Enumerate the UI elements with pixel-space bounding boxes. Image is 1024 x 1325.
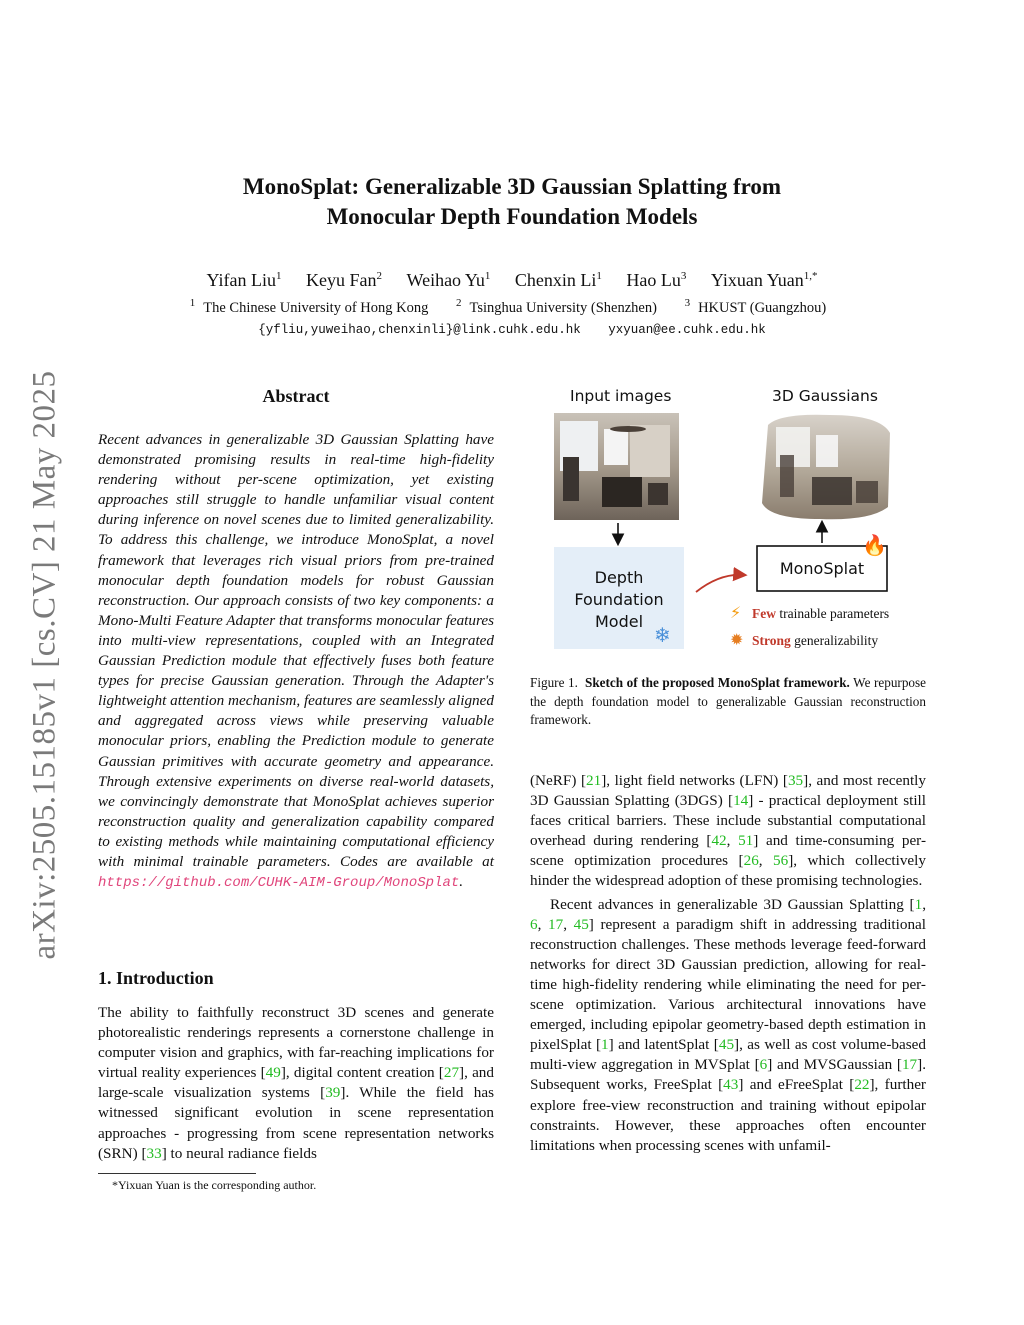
author: Yixuan Yuan$^{1,*}$	[710, 270, 818, 290]
citation-link[interactable]: 22	[854, 1076, 870, 1094]
snowflake-icon: ❄	[654, 623, 671, 647]
citation-link[interactable]: 17	[548, 915, 564, 933]
email: {yfliu,yuweihao,chenxinli}@link.cuhk.edu.hk	[258, 323, 581, 337]
affiliation: $^1$ The Chinese University of Hong Kong	[189, 297, 429, 316]
fire-icon: 🔥	[862, 533, 887, 557]
citation-link[interactable]: 56	[773, 852, 789, 870]
lightning-icon: ⚡	[730, 603, 742, 622]
emails	[120, 323, 904, 337]
citation-link[interactable]: 51	[738, 832, 754, 850]
author: Keyu Fan$^2$	[306, 270, 383, 290]
citation-link[interactable]: 6	[530, 915, 538, 933]
citation-link[interactable]: 33	[146, 1144, 162, 1162]
paper-title	[120, 172, 904, 232]
input-image	[554, 413, 679, 520]
citation-link[interactable]: 49	[265, 1064, 281, 1082]
citation-link[interactable]: 14	[733, 792, 749, 810]
gaussians-label: 3D Gaussians	[772, 387, 878, 405]
generalizability-text: Strong generalizability	[752, 633, 879, 648]
citation-link[interactable]: 1	[914, 895, 923, 913]
transfer-arrow	[696, 575, 744, 592]
paragraph: Recent advances in generalizable 3D Gaussian Splatting [1, 6, 17, 45] represent a paradigm shift in addressing traditional reconstruction challenges. These methods leverage feed-forward networks for direct 3D Gaussian prediction, allowing for real-time high-fidelity rendering while eliminating the need for per-scene optimization. Various architectural innovations have emerged, including epipolar geometry-based depth estimation in pixelSplat [1] and latentSplat [45], as well as cost volume-based multi-view aggregation in MVSplat [6] and MVSGaussian [17]. Subsequent works, FreeSplat [43] and eFreeSplat [22], further explore free-view reconstruction and training without epipolar constraints. However, these approaches often encounter limitations when processing scenes with unfamil-	[530, 895, 927, 1154]
title-line-2: Monocular Depth Foundation Models	[326, 204, 698, 229]
few-params-text: Few trainable parameters	[752, 606, 890, 621]
citation-link[interactable]: 42	[711, 832, 727, 850]
author-list	[120, 270, 904, 291]
depth-model-label: Depth Foundation Model	[574, 568, 664, 631]
citation-link[interactable]: 35	[787, 772, 804, 789]
intro-paragraph: The ability to faithfully reconstruct 3D scenes and generate photorealistic renderings represents a cornerstone challenge in computer vision and graphics, with far-reaching implications for virtual reality experiences [49], digital content creation [27], and large-scale visualization systems [39]. While the field has witnessed significant evolution in scene representation approaches - progressing from scene representation networks (SRN) [33] to neural radiance fields	[98, 1004, 494, 1162]
citation-link[interactable]: 26	[743, 852, 759, 870]
arxiv-sidebar-stamp: arXiv:2505.15185v1 [cs.CV] 21 May 2025	[26, 370, 63, 960]
code-link[interactable]: https://github.com/CUHK-AIM-Group/MonoSplat	[98, 875, 460, 892]
monosplat-label: MonoSplat	[779, 559, 865, 578]
citation-link[interactable]: 27	[443, 1064, 460, 1082]
citation-link[interactable]: 45	[573, 915, 589, 933]
footnote-rule	[98, 1173, 256, 1174]
title-line-1: MonoSplat: Generalizable 3D Gaussian Splatting from	[242, 174, 782, 199]
citation-link[interactable]: 17	[901, 1056, 918, 1074]
author: Yifan Liu$^1$	[206, 270, 282, 290]
author: Hao Lu$^3$	[626, 270, 687, 290]
figure-1	[530, 385, 926, 665]
affiliation: $^3$ HKUST (Guangzhou)	[684, 297, 827, 316]
footnote: *Yixuan Yuan is the corresponding author.	[112, 1178, 317, 1192]
intro-continued	[530, 771, 926, 1156]
citation-link[interactable]: 21	[586, 772, 602, 789]
abstract-text: Recent advances in generalizable 3D Gaussian Splatting have demonstrated promising results in real-time high-fidelity rendering without per-scene optimization, yet existing approaches still struggle to handle unfamiliar visual content during inference on novel scenes due to limited generalizability. To address this challenge, we introduce MonoSplat, a novel framework that leverages rich visual priors from pre-trained monocular depth foundation models for robust Gaussian reconstruction. Our approach consists of two key components: a Mono-Multi Feature Adapter that transforms monocular features into multi-view representations, coupled with an Integrated Gaussian Prediction module that effectively fuses both feature types for precise Gaussian generation. Through the Adapter's lightweight attention mechanism, features are seamlessly aligned and aggregated across views while preserving valuable monocular priors, enabling the Prediction module to generate Gaussian primitives with accurate geometry and appearance. Through extensive experiments on diverse real-world datasets, we convincingly demonstrate that MonoSplat achieves superior reconstruction quality and generalization capability compared to existing methods while maintaining computational efficiency with minimal trainable parameters. Codes are available at https://github.com/CUHK-AIM-Group/MonoSplat.	[98, 431, 494, 892]
citation-link[interactable]: 39	[325, 1084, 341, 1102]
author: Chenxin Li$^1$	[514, 270, 602, 290]
citation-link[interactable]: 45	[718, 1036, 735, 1054]
input-images-label: Input images	[570, 387, 672, 405]
affiliation: $^2$ Tsinghua University (Shenzhen)	[455, 297, 657, 316]
gaussian-render	[762, 415, 890, 520]
strength-icon: ✹	[730, 630, 744, 649]
paragraph: (NeRF) [21], light field networks (LFN) [35], and most recently 3D Gaussian Splatting (3DGS) [14] - practical deployment still faces critical barriers. These include substantial computational overhead during rendering [42, 51] and time-consuming per-scene optimization procedures [26, 56], which collectively hinder the widespread adoption of these promising technologies.	[530, 772, 926, 890]
citation-link[interactable]: 6	[759, 1056, 768, 1074]
figure-caption: Figure 1. Sketch of the proposed MonoSplat framework. We repurpose the depth foundation model to generalizable Gaussian reconstruction framework.	[530, 675, 926, 727]
intro-heading: 1. Introduction	[98, 968, 214, 988]
abstract-heading: Abstract	[262, 386, 330, 406]
email: yxyuan@ee.cuhk.edu.hk	[608, 323, 766, 337]
citation-link[interactable]: 43	[723, 1076, 739, 1094]
author: Weihao Yu$^1$	[406, 270, 491, 290]
affiliations	[120, 297, 904, 317]
citation-link[interactable]: 1	[601, 1036, 609, 1054]
